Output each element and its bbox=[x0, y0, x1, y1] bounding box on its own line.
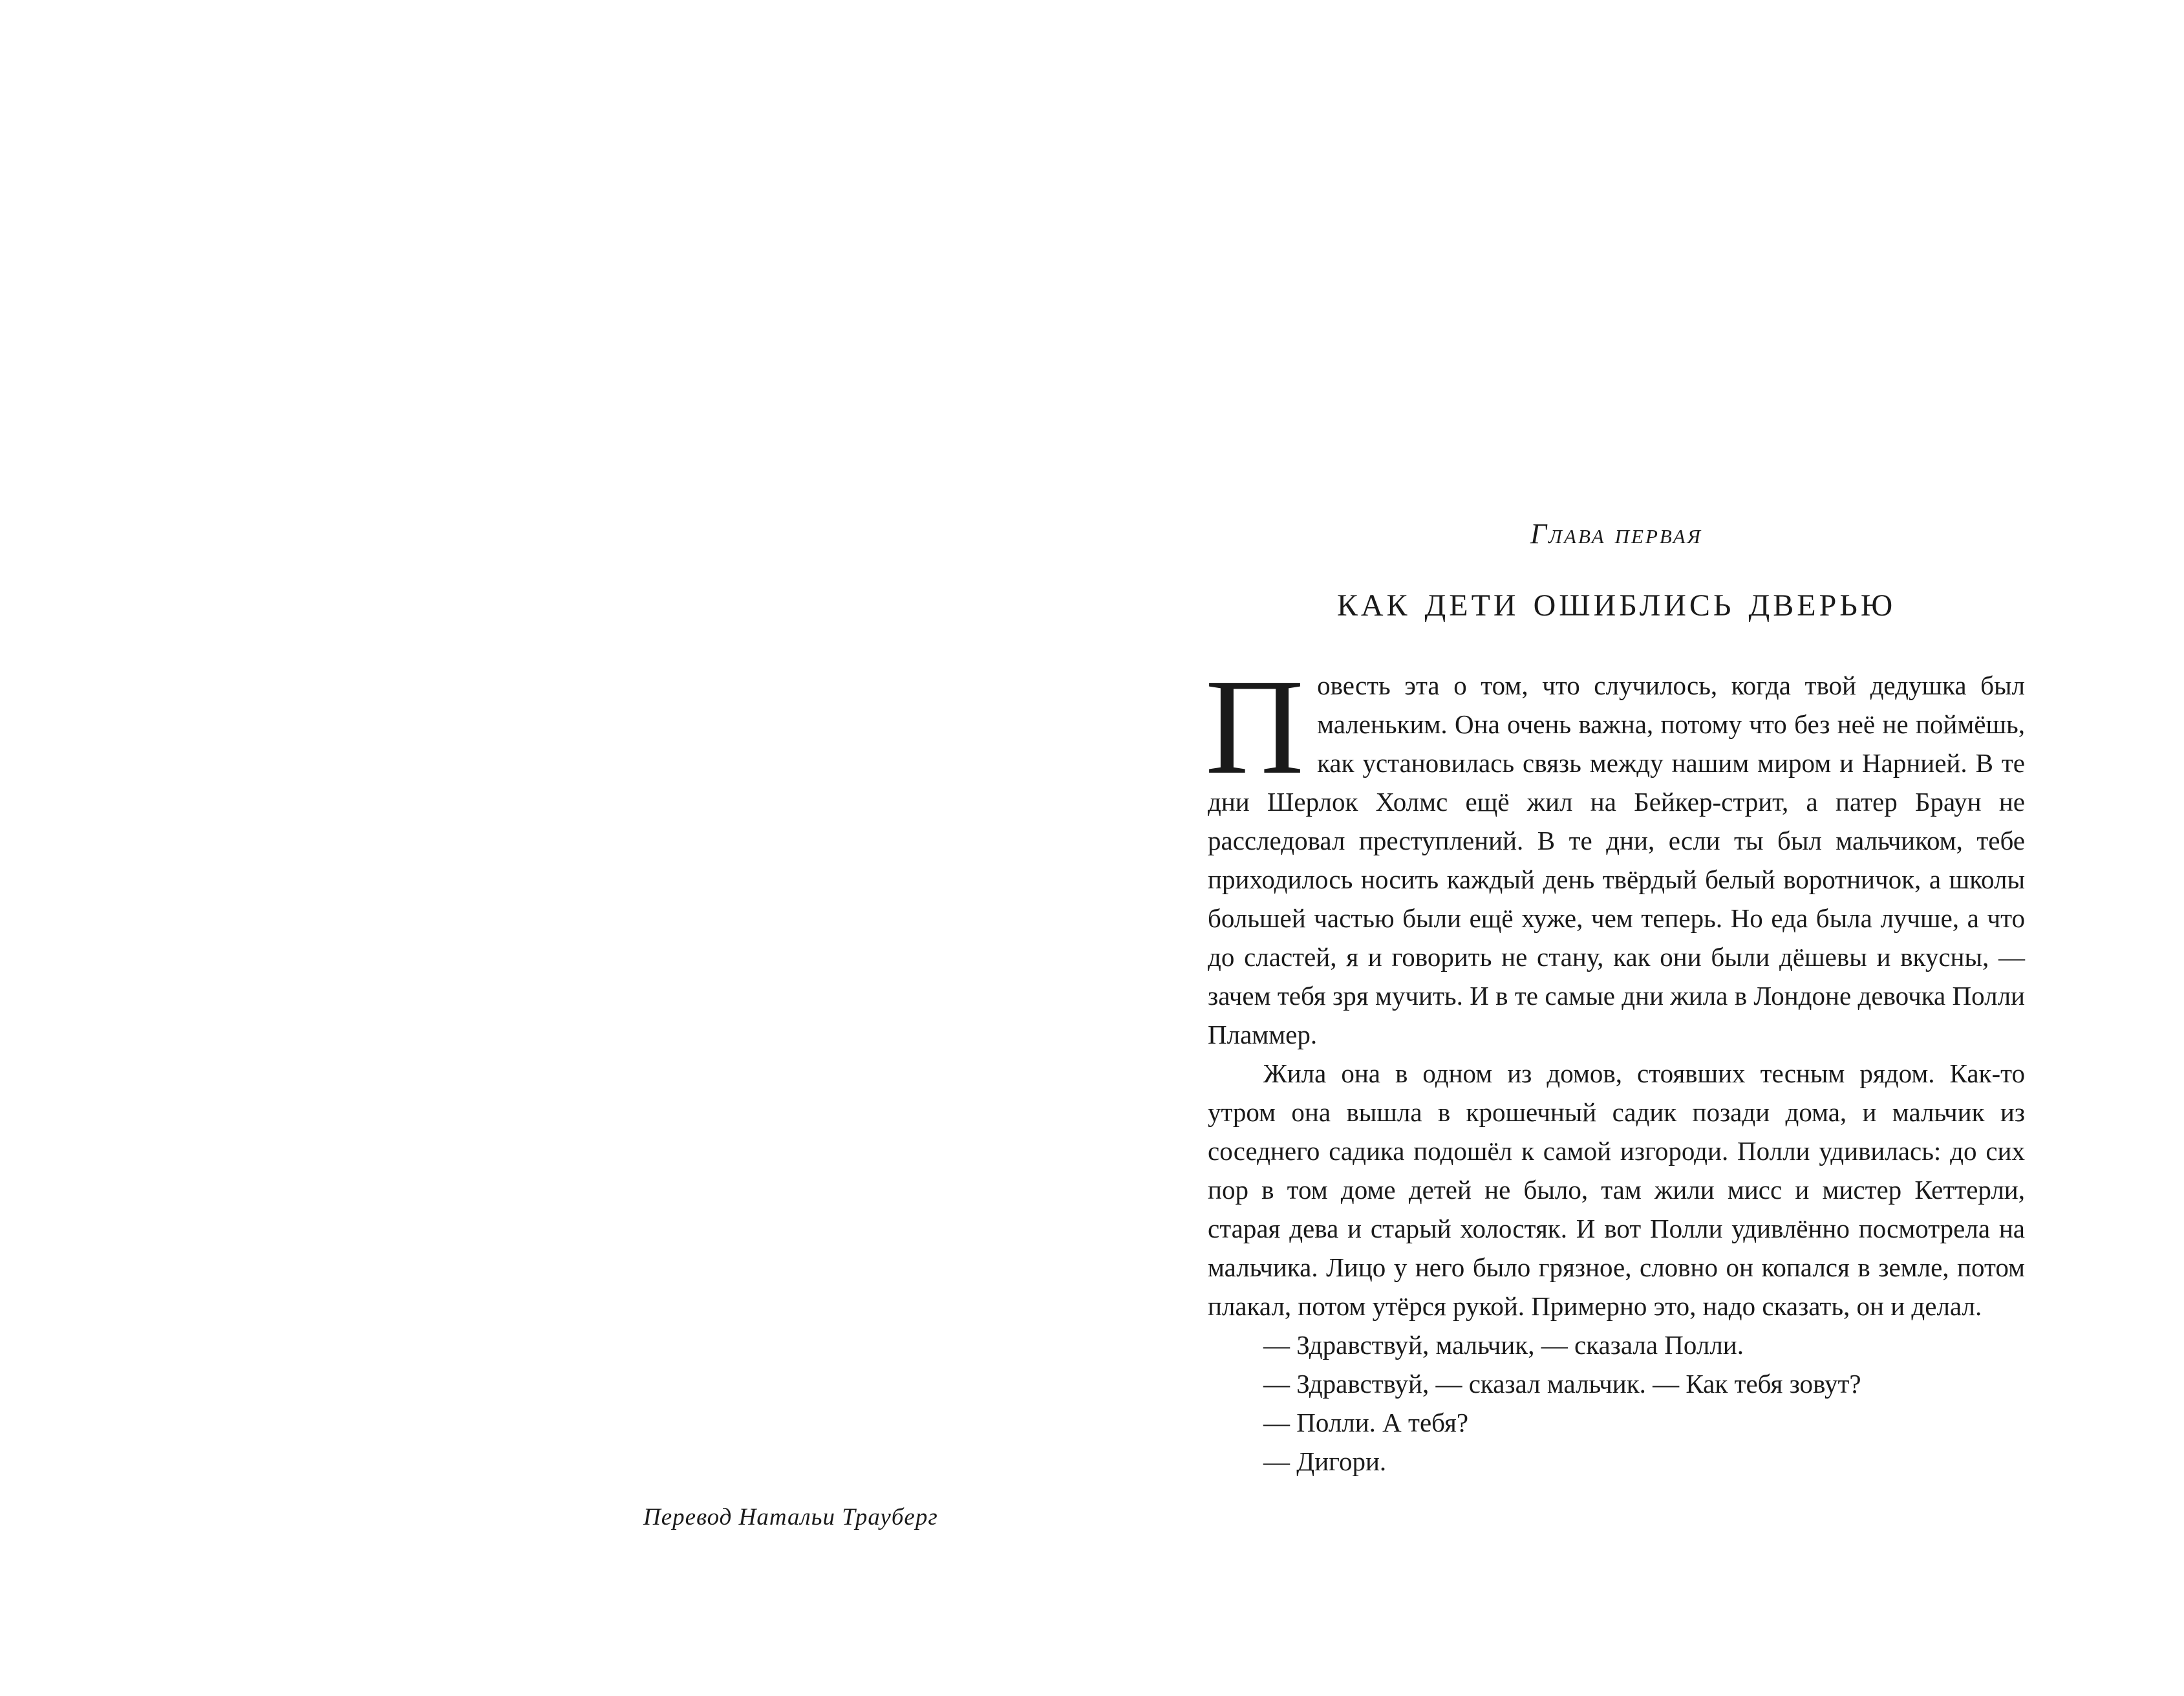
paragraph-1 bbox=[1205, 650, 2025, 1054]
chapter-label: Глава первая bbox=[1530, 518, 1702, 550]
chapter-body bbox=[1205, 650, 2025, 1481]
dialogue-line-3: — Полли. А тебя? bbox=[1263, 1408, 1469, 1437]
chapter-title: как дети ошиблись дверью bbox=[1336, 576, 1896, 625]
drop-cap: П bbox=[1205, 650, 1305, 802]
paragraph-2: Жила она в одном из домов, стоявших тесным рядом. Как-то утром она вышла в крошечный садик позади дома, и мальчик из соседнего садика подошёл к самой изгороди. Полли удивилась: до сих пор в том доме детей не было, там жили мисс и мистер Кеттерли, старая дева и старый холостяк. И вот Полли удивлённо посмотрела на мальчика. Лицо у него было грязное, словно он копался в земле, потом плакал, потом утёрся рукой. Примерно это, надо сказать, он и делал. bbox=[1208, 1058, 2025, 1321]
translator-credit: Перевод Натальи Трауберг bbox=[643, 1504, 938, 1530]
dialogue-line-2: — Здравствуй, — сказал мальчик. — Как тебя зовут? bbox=[1263, 1369, 1861, 1399]
dialogue-line-4: — Дигори. bbox=[1263, 1446, 1387, 1476]
dialogue-line-1: — Здравствуй, мальчик, — сказала Полли. bbox=[1263, 1330, 1744, 1360]
paragraph-1-text: овесть эта о том, что случилось, когда твой дедушка был маленьким. Она очень важна, потому что без неё не поймёшь, как установилась связь между нашим миром и Нарнией. В те дни Шерлок Холмс ещё жил на Бейкер-стрит, а патер Браун не расследовал преступлений. В те дни, если ты был мальчиком, тебе приходилось носить каждый день твёрдый белый воротничок, а школы большей частью были ещё хуже, чем теперь. Но еда была лучше, а что до сластей, я и говорить не стану, как они были дёшевы и вкусны, — зачем тебя зря мучить. И в те самые дни жила в Лондоне девочка Полли Пламмер. bbox=[1208, 671, 2025, 1049]
